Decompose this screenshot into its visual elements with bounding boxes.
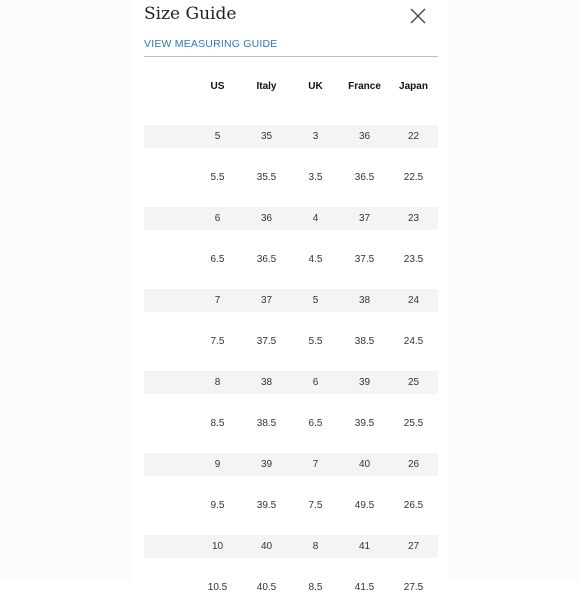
table-row bbox=[144, 535, 438, 558]
table-cell: 25.5 bbox=[403, 418, 424, 429]
table-cell: 5 bbox=[214, 131, 221, 142]
table-row bbox=[144, 453, 438, 476]
table-row bbox=[144, 289, 438, 312]
table-cell: 24.5 bbox=[403, 336, 424, 347]
table-cell: 36 bbox=[260, 213, 273, 224]
table-cell: 7.5 bbox=[210, 336, 225, 347]
table-cell: 6 bbox=[312, 377, 319, 388]
table-cell: 25 bbox=[407, 377, 420, 388]
table-cell: 49.5 bbox=[354, 500, 375, 511]
table-cell: 41.5 bbox=[354, 582, 375, 593]
table-row bbox=[144, 157, 438, 198]
size-guide-panel bbox=[132, 0, 448, 593]
table-cell: 26.5 bbox=[403, 500, 424, 511]
table-cell: 40 bbox=[358, 459, 371, 470]
table-cell: 37.5 bbox=[256, 336, 277, 347]
table-cell: 3.5 bbox=[308, 172, 323, 183]
table-cell: 35.5 bbox=[256, 172, 277, 183]
table-cell: 27.5 bbox=[403, 582, 424, 593]
table-cell: 36 bbox=[358, 131, 371, 142]
table-cell: 26 bbox=[407, 459, 420, 470]
table-cell: 36.5 bbox=[354, 172, 375, 183]
close-button[interactable] bbox=[408, 6, 428, 26]
close-icon bbox=[408, 6, 428, 26]
table-row bbox=[144, 567, 438, 608]
table-cell: 22 bbox=[407, 131, 420, 142]
table-cell: 8.5 bbox=[210, 418, 225, 429]
table-cell: 9 bbox=[214, 459, 221, 470]
table-cell: 39.5 bbox=[256, 500, 277, 511]
table-row bbox=[144, 207, 438, 230]
table-cell: 8 bbox=[312, 541, 319, 552]
table-row bbox=[144, 485, 438, 526]
table-cell: 4.5 bbox=[308, 254, 323, 265]
table-cell: 38.5 bbox=[256, 418, 277, 429]
table-cell: 24 bbox=[407, 295, 420, 306]
table-cell: 6 bbox=[214, 213, 221, 224]
table-cell: 4 bbox=[312, 213, 319, 224]
table-header-row bbox=[144, 57, 438, 116]
table-cell: 40 bbox=[260, 541, 273, 552]
table-row bbox=[144, 403, 438, 444]
table-cell: 10.5 bbox=[207, 582, 228, 593]
table-cell: 37.5 bbox=[354, 254, 375, 265]
table-cell: 37 bbox=[358, 213, 371, 224]
table-cell: 27 bbox=[407, 541, 420, 552]
column-header-italy: Italy bbox=[256, 81, 277, 92]
table-cell: 5.5 bbox=[210, 172, 225, 183]
column-header-uk: UK bbox=[308, 81, 323, 92]
table-cell: 8.5 bbox=[308, 582, 323, 593]
table-row bbox=[144, 125, 438, 148]
table-cell: 36.5 bbox=[256, 254, 277, 265]
table-cell: 6.5 bbox=[210, 254, 225, 265]
table-cell: 10 bbox=[211, 541, 224, 552]
column-header-us: US bbox=[210, 81, 225, 92]
column-header-france: France bbox=[348, 81, 381, 92]
size-table bbox=[144, 57, 438, 608]
table-cell: 22.5 bbox=[403, 172, 424, 183]
table-cell: 5.5 bbox=[308, 336, 323, 347]
table-cell: 3 bbox=[312, 131, 319, 142]
table-row bbox=[144, 371, 438, 394]
table-cell: 37 bbox=[260, 295, 273, 306]
table-cell: 40.5 bbox=[256, 582, 277, 593]
table-cell: 38 bbox=[260, 377, 273, 388]
view-measuring-guide-link[interactable]: VIEW MEASURING GUIDE bbox=[144, 38, 278, 50]
page-title: Size Guide bbox=[144, 4, 237, 24]
modal-backdrop-right[interactable] bbox=[448, 0, 580, 580]
table-cell: 41 bbox=[358, 541, 371, 552]
table-cell: 23.5 bbox=[403, 254, 424, 265]
table-cell: 6.5 bbox=[308, 418, 323, 429]
table-row bbox=[144, 321, 438, 362]
table-cell: 39.5 bbox=[354, 418, 375, 429]
table-cell: 7.5 bbox=[308, 500, 323, 511]
table-cell: 39 bbox=[358, 377, 371, 388]
column-header-japan: Japan bbox=[399, 81, 428, 92]
table-cell: 38 bbox=[358, 295, 371, 306]
table-cell: 8 bbox=[214, 377, 221, 388]
table-cell: 39 bbox=[260, 459, 273, 470]
table-cell: 23 bbox=[407, 213, 420, 224]
table-cell: 9.5 bbox=[210, 500, 225, 511]
table-cell: 38.5 bbox=[354, 336, 375, 347]
table-cell: 35 bbox=[260, 131, 273, 142]
table-cell: 7 bbox=[312, 459, 319, 470]
table-cell: 7 bbox=[214, 295, 221, 306]
modal-backdrop-left[interactable] bbox=[0, 0, 132, 580]
table-row bbox=[144, 239, 438, 280]
table-cell: 5 bbox=[312, 295, 319, 306]
